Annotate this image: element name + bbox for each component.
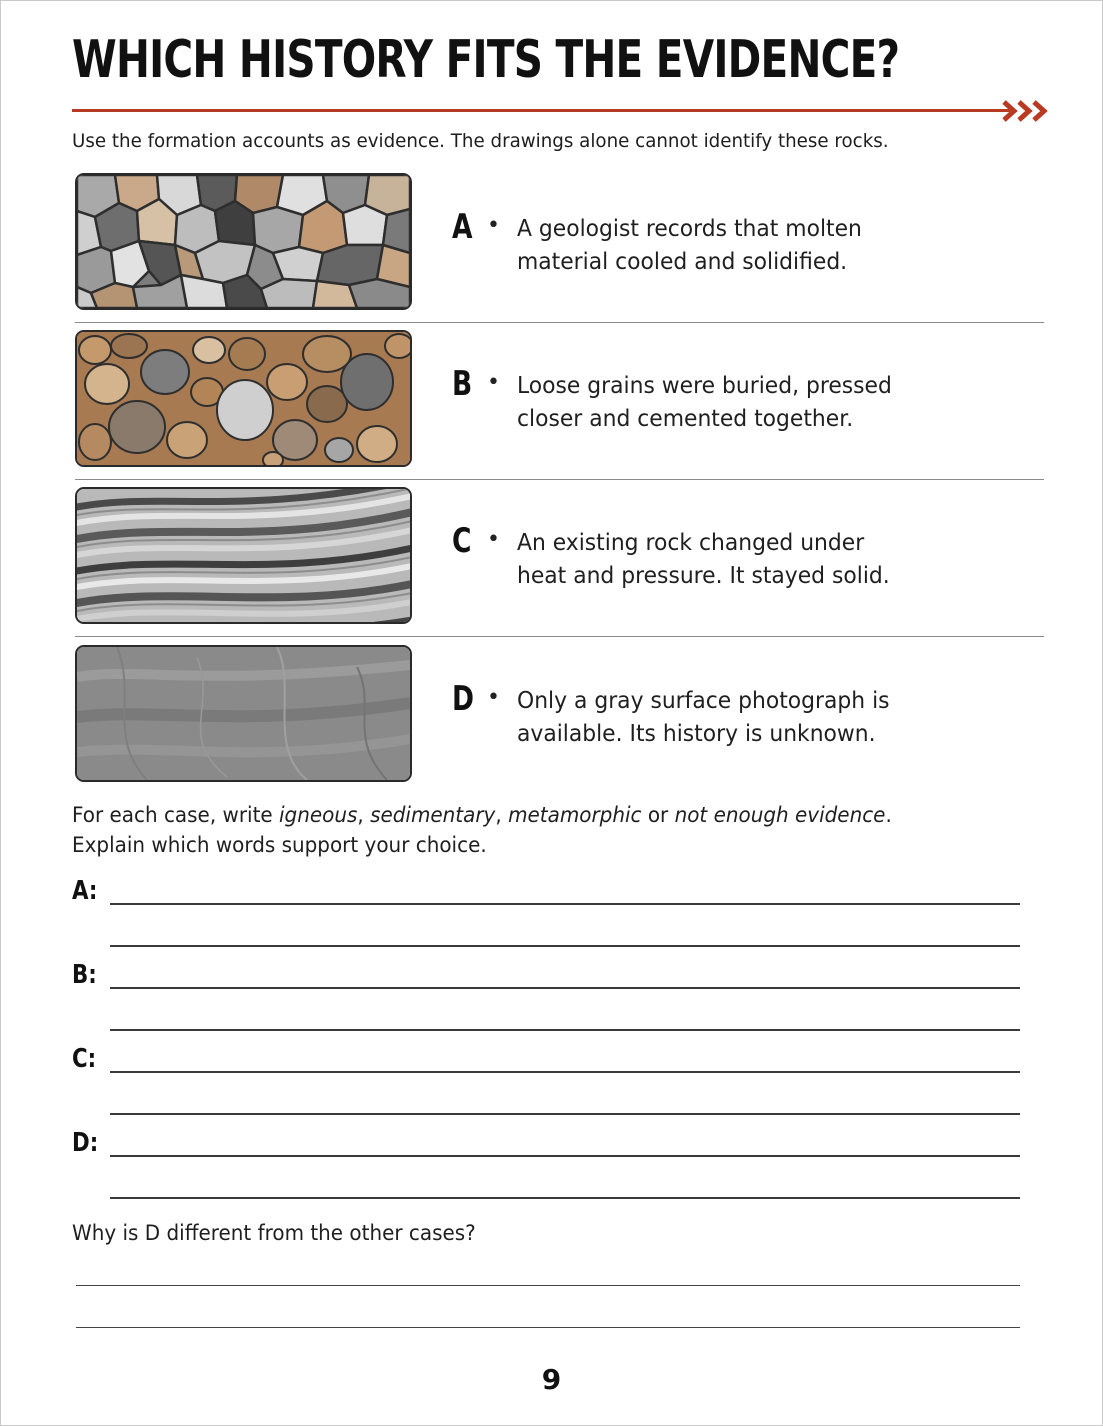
rounded-pebbles-rock-drawing xyxy=(75,330,412,467)
answer-label-b: B: xyxy=(72,960,97,990)
option-not-enough-evidence: not enough evidence xyxy=(674,803,886,827)
case-letter: A xyxy=(452,207,473,247)
divider xyxy=(75,636,1044,637)
gray-surface-rock-photo xyxy=(75,645,412,782)
case-description: Only a gray surface photograph is available. Its history is unknown. xyxy=(517,688,890,747)
answer-line-b1[interactable] xyxy=(110,987,1020,989)
case-description: A geologist records that molten material cooled and solidified. xyxy=(517,216,862,275)
option-igneous: igneous xyxy=(279,803,358,827)
case-letter: B xyxy=(452,364,473,404)
answer-line-c2[interactable] xyxy=(110,1113,1020,1115)
bullet: • xyxy=(487,527,500,552)
case-description: Loose grains were buried, pressed closer and cemented together. xyxy=(517,373,892,432)
case-letter: D xyxy=(452,679,475,719)
option-sedimentary: sedimentary xyxy=(370,803,496,827)
triple-chevron-icon xyxy=(1002,96,1052,126)
prompt-line-2: Explain which words support your choice. xyxy=(72,833,487,857)
case-a xyxy=(75,173,1045,330)
answer-line-d1[interactable] xyxy=(110,1155,1020,1157)
case-b xyxy=(75,330,1045,487)
question-why-d: Why is D different from the other cases? xyxy=(72,1221,476,1245)
answer-prompt xyxy=(72,800,892,860)
title-rule xyxy=(72,109,1010,112)
banded-wavy-rock-drawing xyxy=(75,487,412,624)
option-metamorphic: metamorphic xyxy=(508,803,642,827)
bullet: • xyxy=(487,213,500,238)
divider xyxy=(75,322,1044,323)
case-c xyxy=(75,487,1045,644)
answer-label-a: A: xyxy=(72,876,98,906)
prompt-line-1: For each case, write igneous, sedimentary, metamorphic or not enough evidence. xyxy=(72,803,892,827)
case-d xyxy=(75,645,1045,802)
answer-line-a1[interactable] xyxy=(110,903,1020,905)
answer-line-d2[interactable] xyxy=(110,1197,1020,1199)
answer-label-c: C: xyxy=(72,1044,97,1074)
question-answer-line-2[interactable] xyxy=(76,1327,1020,1328)
bullet: • xyxy=(487,370,500,395)
page-number: 9 xyxy=(541,1363,562,1396)
answer-label-d: D: xyxy=(72,1128,99,1158)
speckled-crystalline-rock-drawing xyxy=(75,173,412,310)
answer-line-b2[interactable] xyxy=(110,1029,1020,1031)
instructions: Use the formation accounts as evidence. The drawings alone cannot identify these rocks. xyxy=(72,130,889,152)
answer-line-c1[interactable] xyxy=(110,1071,1020,1073)
question-answer-line-1[interactable] xyxy=(76,1285,1020,1286)
page-title: WHICH HISTORY FITS THE EVIDENCE? xyxy=(72,30,900,90)
divider xyxy=(75,479,1044,480)
case-letter: C xyxy=(452,521,472,561)
bullet: • xyxy=(487,685,500,710)
case-description: An existing rock changed under heat and pressure. It stayed solid. xyxy=(517,530,890,589)
answer-line-a2[interactable] xyxy=(110,945,1020,947)
